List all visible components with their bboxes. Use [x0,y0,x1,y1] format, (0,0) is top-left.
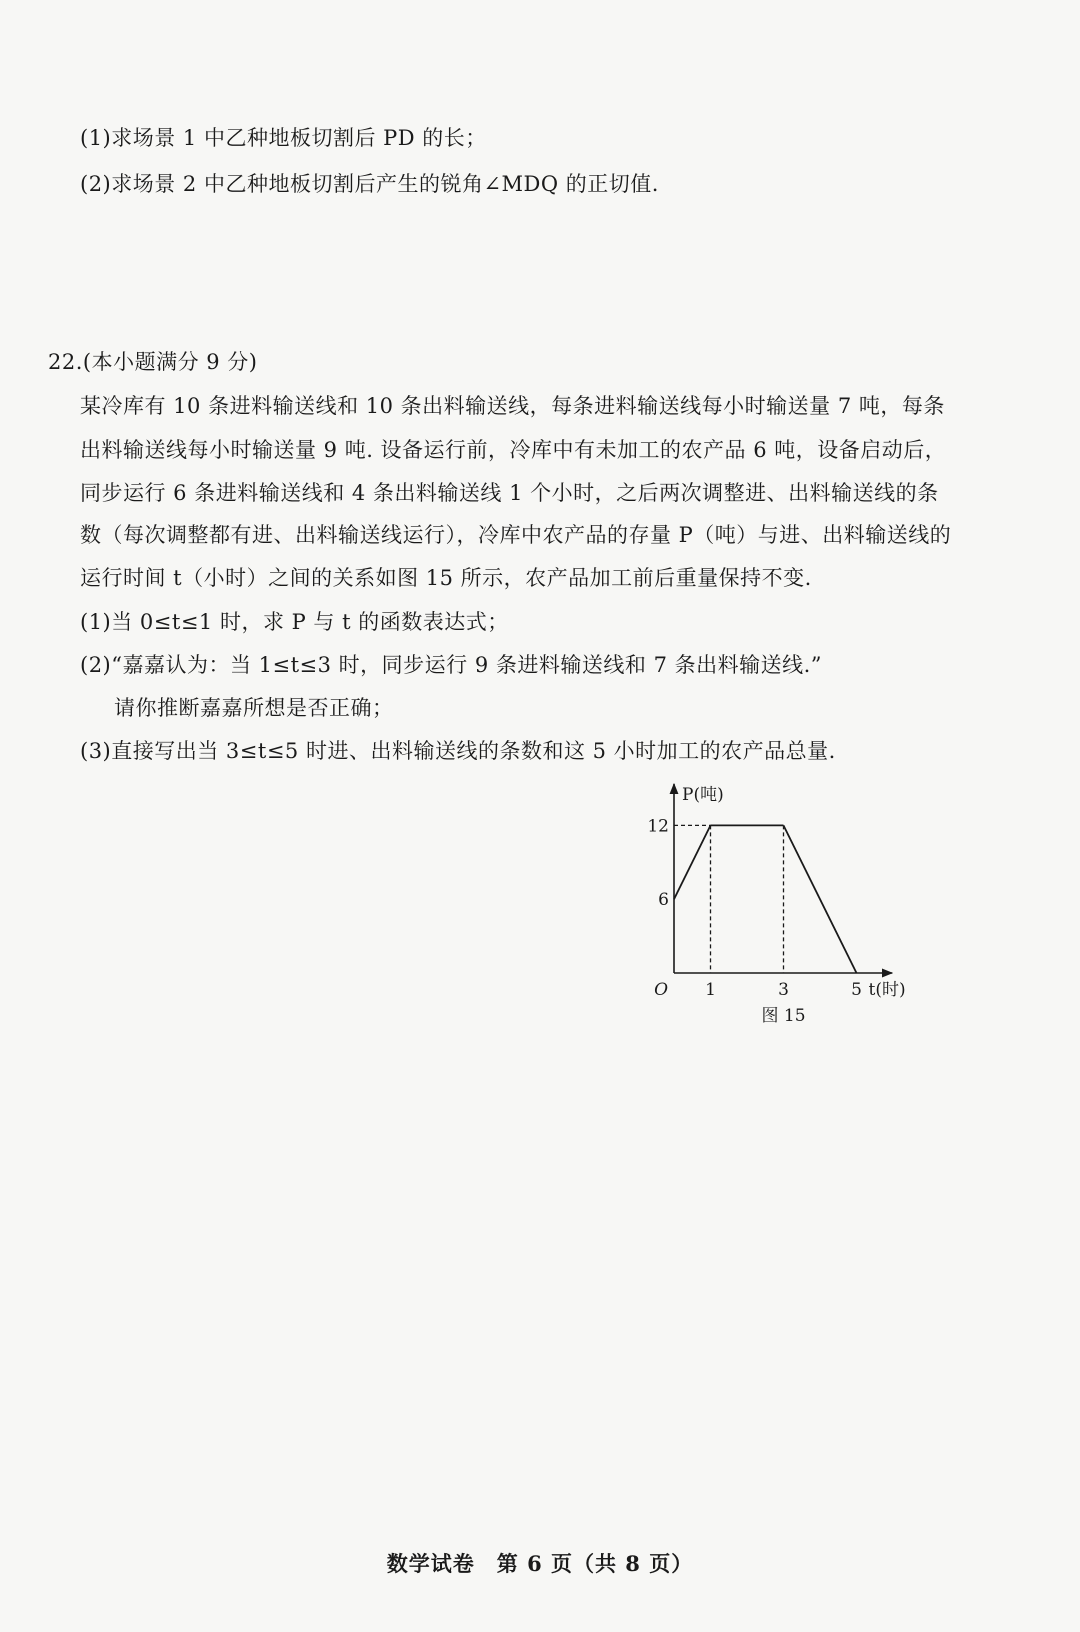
part-1: (1)当 0≤t≤1 时，求 P 与 t 的函数表达式； [80,610,509,634]
series-segment-3 [784,825,857,973]
stem-line-4: 数（每次调整都有进、出料输送线运行），冷库中农产品的存量 P（吨）与进、出料输送线的 [80,523,952,547]
stem-line-3: 同步运行 6 条进料输送线和 4 条出料输送线 1 个小时，之后两次调整进、出料输送线的条 [80,481,939,505]
x-tick-5: 5 [851,980,862,1000]
x-axis-label: t(时) [868,980,906,1000]
prev-part-1: (1)求场景 1 中乙种地板切割后 PD 的长； [80,126,487,150]
y-tick-12: 12 [647,816,669,837]
x-tick-3: 3 [778,980,789,1000]
y-axis-label: P(吨) [682,785,724,805]
y-tick-6: 6 [658,890,669,911]
figure-caption: 图 15 [761,1006,806,1026]
series-segment-1 [674,825,711,899]
stem-line-2: 出料输送线每小时输送量 9 吨. 设备运行前，冷库中有未加工的农产品 6 吨，设备启动后， [80,438,947,462]
origin-label: O [654,980,668,1000]
x-tick-1: 1 [705,980,716,1000]
stem-line-1: 某冷库有 10 条进料输送线和 10 条出料输送线，每条进料输送线每小时输送量 7 吨，每条 [80,394,945,418]
stem-line-5: 运行时间 t（小时）之间的关系如图 15 所示，农产品加工前后重量保持不变. [80,566,812,590]
question-22-header: 22.(本小题满分 9 分) [48,350,258,374]
figure-15-chart [630,770,930,1030]
prev-part-2: (2)求场景 2 中乙种地板切割后产生的锐角∠MDQ 的正切值. [80,172,659,196]
part-3: (3)直接写出当 3≤t≤5 时进、出料输送线的条数和这 5 小时加工的农产品总量. [80,739,836,763]
page-footer: 数学试卷 第 6 页（共 8 页） [386,1551,694,1576]
part-2: (2)“嘉嘉认为：当 1≤t≤3 时，同步运行 9 条进料输送线和 7 条出料输送线.” [80,653,823,677]
part-2-followup: 请你推断嘉嘉所想是否正确； [114,696,394,720]
